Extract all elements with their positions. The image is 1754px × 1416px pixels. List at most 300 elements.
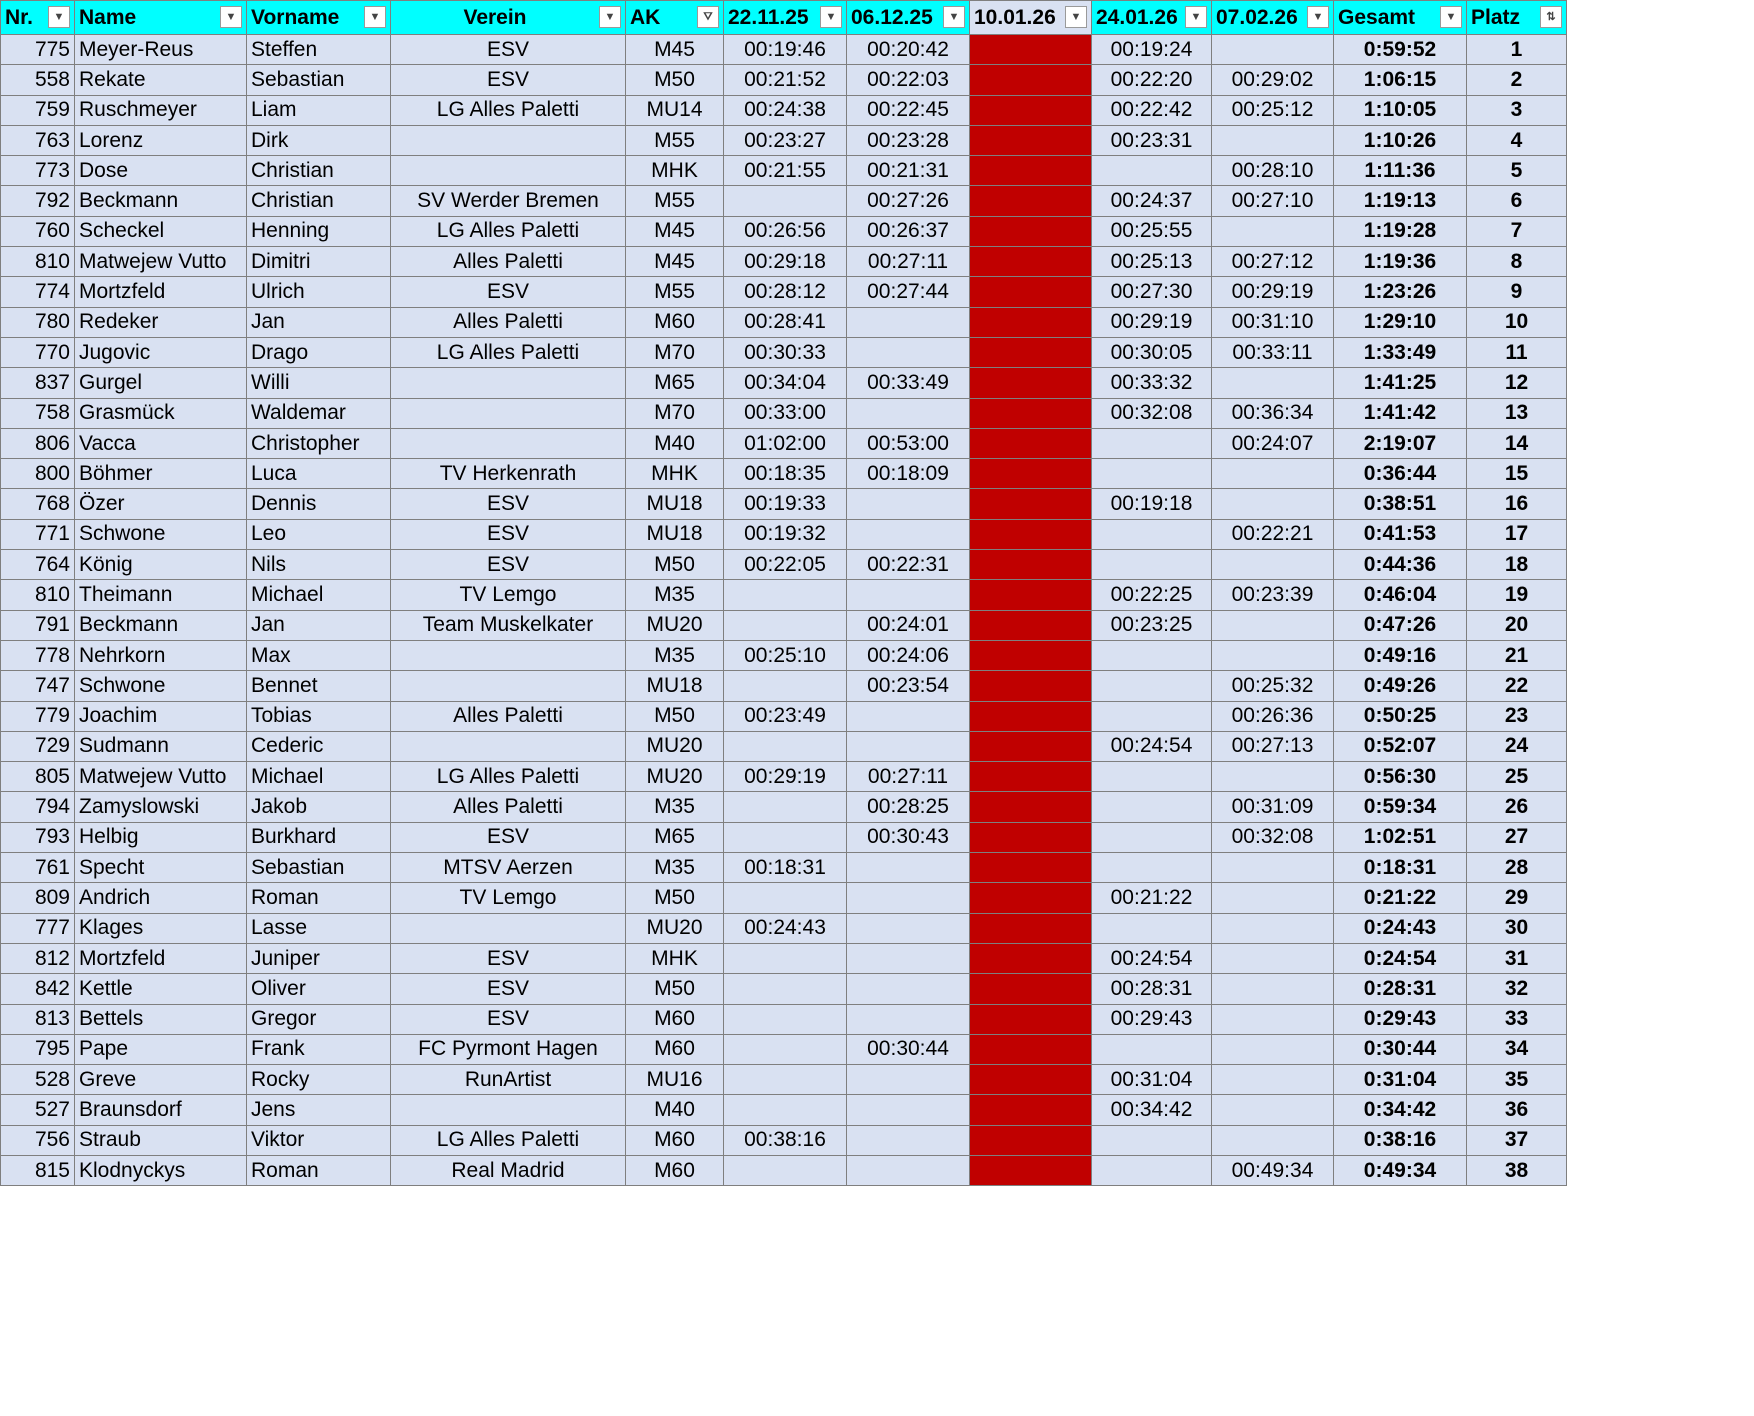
cell-gesamt[interactable]: 1:19:28 xyxy=(1334,216,1467,246)
cell-time-1[interactable]: 00:33:00 xyxy=(724,398,847,428)
cell-time-1[interactable] xyxy=(724,610,847,640)
cell-vorname[interactable]: Henning xyxy=(247,216,391,246)
cell-vorname[interactable]: Juniper xyxy=(247,943,391,973)
cell-platz[interactable]: 14 xyxy=(1467,428,1567,458)
cell-name[interactable]: Greve xyxy=(75,1065,247,1095)
cell-time-2[interactable]: 00:21:31 xyxy=(847,156,970,186)
cell-time-2[interactable]: 00:30:43 xyxy=(847,822,970,852)
cell-nr[interactable]: 759 xyxy=(1,95,75,125)
cell-time-3[interactable] xyxy=(970,216,1092,246)
cell-ak[interactable]: M55 xyxy=(626,277,724,307)
cell-time-2[interactable]: 00:27:26 xyxy=(847,186,970,216)
cell-time-2[interactable]: 00:24:06 xyxy=(847,640,970,670)
cell-vorname[interactable]: Viktor xyxy=(247,1125,391,1155)
cell-time-4[interactable]: 00:34:42 xyxy=(1092,1095,1212,1125)
cell-time-1[interactable] xyxy=(724,1065,847,1095)
cell-time-3[interactable] xyxy=(970,1065,1092,1095)
cell-vorname[interactable]: Sebastian xyxy=(247,853,391,883)
cell-nr[interactable]: 774 xyxy=(1,277,75,307)
cell-ak[interactable]: M65 xyxy=(626,368,724,398)
cell-ak[interactable]: MU20 xyxy=(626,610,724,640)
cell-time-1[interactable] xyxy=(724,1034,847,1064)
cell-vorname[interactable]: Oliver xyxy=(247,974,391,1004)
cell-time-3[interactable] xyxy=(970,337,1092,367)
cell-time-4[interactable]: 00:22:42 xyxy=(1092,95,1212,125)
cell-nr[interactable]: 558 xyxy=(1,65,75,95)
cell-vorname[interactable]: Liam xyxy=(247,95,391,125)
cell-verein[interactable]: TV Lemgo xyxy=(391,883,626,913)
cell-platz[interactable]: 28 xyxy=(1467,853,1567,883)
cell-gesamt[interactable]: 1:23:26 xyxy=(1334,277,1467,307)
chevron-down-icon[interactable]: ▼ xyxy=(820,6,842,28)
cell-time-5[interactable]: 00:22:21 xyxy=(1212,519,1334,549)
cell-time-4[interactable]: 00:27:30 xyxy=(1092,277,1212,307)
cell-vorname[interactable]: Jan xyxy=(247,610,391,640)
cell-verein[interactable] xyxy=(391,368,626,398)
cell-nr[interactable]: 794 xyxy=(1,792,75,822)
cell-ak[interactable]: M50 xyxy=(626,701,724,731)
cell-platz[interactable]: 9 xyxy=(1467,277,1567,307)
cell-time-4[interactable]: 00:24:54 xyxy=(1092,731,1212,761)
cell-time-5[interactable] xyxy=(1212,216,1334,246)
cell-time-3[interactable] xyxy=(970,368,1092,398)
cell-gesamt[interactable]: 1:02:51 xyxy=(1334,822,1467,852)
cell-platz[interactable]: 7 xyxy=(1467,216,1567,246)
cell-time-3[interactable] xyxy=(970,459,1092,489)
cell-ak[interactable]: M50 xyxy=(626,550,724,580)
cell-gesamt[interactable]: 0:41:53 xyxy=(1334,519,1467,549)
cell-platz[interactable]: 12 xyxy=(1467,368,1567,398)
cell-time-3[interactable] xyxy=(970,1004,1092,1034)
cell-time-3[interactable] xyxy=(970,913,1092,943)
cell-verein[interactable]: ESV xyxy=(391,822,626,852)
cell-time-1[interactable]: 00:18:35 xyxy=(724,459,847,489)
cell-ak[interactable]: MU18 xyxy=(626,671,724,701)
cell-verein[interactable]: MTSV Aerzen xyxy=(391,853,626,883)
cell-nr[interactable]: 760 xyxy=(1,216,75,246)
cell-ak[interactable]: MHK xyxy=(626,943,724,973)
cell-time-1[interactable]: 00:25:10 xyxy=(724,640,847,670)
cell-time-1[interactable] xyxy=(724,943,847,973)
cell-platz[interactable]: 37 xyxy=(1467,1125,1567,1155)
cell-ak[interactable]: M60 xyxy=(626,307,724,337)
cell-time-1[interactable]: 00:21:55 xyxy=(724,156,847,186)
cell-nr[interactable]: 812 xyxy=(1,943,75,973)
cell-gesamt[interactable]: 0:47:26 xyxy=(1334,610,1467,640)
cell-ak[interactable]: MU20 xyxy=(626,913,724,943)
cell-name[interactable]: Helbig xyxy=(75,822,247,852)
cell-name[interactable]: Gurgel xyxy=(75,368,247,398)
cell-verein[interactable]: LG Alles Paletti xyxy=(391,337,626,367)
cell-verein[interactable] xyxy=(391,731,626,761)
cell-nr[interactable]: 764 xyxy=(1,550,75,580)
cell-time-1[interactable]: 00:26:56 xyxy=(724,216,847,246)
cell-platz[interactable]: 25 xyxy=(1467,762,1567,792)
cell-gesamt[interactable]: 0:31:04 xyxy=(1334,1065,1467,1095)
cell-time-5[interactable] xyxy=(1212,913,1334,943)
cell-time-2[interactable]: 00:23:28 xyxy=(847,125,970,155)
cell-time-4[interactable]: 00:23:31 xyxy=(1092,125,1212,155)
cell-verein[interactable]: SV Werder Bremen xyxy=(391,186,626,216)
cell-nr[interactable]: 806 xyxy=(1,428,75,458)
cell-time-5[interactable]: 00:25:32 xyxy=(1212,671,1334,701)
cell-ak[interactable]: M35 xyxy=(626,640,724,670)
cell-verein[interactable]: ESV xyxy=(391,974,626,1004)
cell-platz[interactable]: 20 xyxy=(1467,610,1567,640)
cell-verein[interactable]: Alles Paletti xyxy=(391,701,626,731)
cell-nr[interactable]: 756 xyxy=(1,1125,75,1155)
cell-time-5[interactable]: 00:36:34 xyxy=(1212,398,1334,428)
cell-vorname[interactable]: Dennis xyxy=(247,489,391,519)
cell-time-2[interactable] xyxy=(847,701,970,731)
cell-vorname[interactable]: Bennet xyxy=(247,671,391,701)
cell-name[interactable]: Beckmann xyxy=(75,610,247,640)
cell-ak[interactable]: M60 xyxy=(626,1034,724,1064)
cell-time-5[interactable] xyxy=(1212,1125,1334,1155)
cell-time-5[interactable]: 00:27:10 xyxy=(1212,186,1334,216)
cell-time-2[interactable] xyxy=(847,489,970,519)
cell-time-3[interactable] xyxy=(970,65,1092,95)
cell-nr[interactable]: 528 xyxy=(1,1065,75,1095)
cell-name[interactable]: Klodnyckys xyxy=(75,1155,247,1185)
cell-time-5[interactable] xyxy=(1212,550,1334,580)
cell-time-1[interactable] xyxy=(724,1004,847,1034)
cell-nr[interactable]: 837 xyxy=(1,368,75,398)
cell-time-3[interactable] xyxy=(970,853,1092,883)
cell-name[interactable]: Schwone xyxy=(75,519,247,549)
cell-platz[interactable]: 21 xyxy=(1467,640,1567,670)
cell-time-2[interactable] xyxy=(847,731,970,761)
cell-vorname[interactable]: Ulrich xyxy=(247,277,391,307)
cell-time-2[interactable] xyxy=(847,580,970,610)
cell-vorname[interactable]: Sebastian xyxy=(247,65,391,95)
cell-time-4[interactable] xyxy=(1092,519,1212,549)
cell-ak[interactable]: M35 xyxy=(626,853,724,883)
cell-time-2[interactable] xyxy=(847,307,970,337)
cell-time-1[interactable] xyxy=(724,580,847,610)
cell-ak[interactable]: M50 xyxy=(626,883,724,913)
cell-time-1[interactable]: 00:38:16 xyxy=(724,1125,847,1155)
cell-vorname[interactable]: Nils xyxy=(247,550,391,580)
cell-time-5[interactable]: 00:29:19 xyxy=(1212,277,1334,307)
cell-platz[interactable]: 10 xyxy=(1467,307,1567,337)
cell-verein[interactable] xyxy=(391,671,626,701)
cell-gesamt[interactable]: 2:19:07 xyxy=(1334,428,1467,458)
cell-ak[interactable]: M45 xyxy=(626,247,724,277)
cell-time-5[interactable] xyxy=(1212,762,1334,792)
cell-time-5[interactable]: 00:27:13 xyxy=(1212,731,1334,761)
cell-time-1[interactable] xyxy=(724,186,847,216)
cell-verein[interactable]: ESV xyxy=(391,489,626,519)
cell-platz[interactable]: 27 xyxy=(1467,822,1567,852)
cell-time-5[interactable]: 00:31:10 xyxy=(1212,307,1334,337)
cell-time-4[interactable] xyxy=(1092,701,1212,731)
cell-name[interactable]: Schwone xyxy=(75,671,247,701)
cell-time-3[interactable] xyxy=(970,489,1092,519)
cell-gesamt[interactable]: 0:24:43 xyxy=(1334,913,1467,943)
cell-time-1[interactable]: 00:23:49 xyxy=(724,701,847,731)
cell-name[interactable]: Dose xyxy=(75,156,247,186)
cell-vorname[interactable]: Tobias xyxy=(247,701,391,731)
cell-vorname[interactable]: Dirk xyxy=(247,125,391,155)
cell-gesamt[interactable]: 0:49:34 xyxy=(1334,1155,1467,1185)
cell-platz[interactable]: 15 xyxy=(1467,459,1567,489)
cell-time-5[interactable] xyxy=(1212,489,1334,519)
cell-time-3[interactable] xyxy=(970,550,1092,580)
cell-gesamt[interactable]: 0:29:43 xyxy=(1334,1004,1467,1034)
cell-time-4[interactable]: 00:25:55 xyxy=(1092,216,1212,246)
cell-time-4[interactable]: 00:23:25 xyxy=(1092,610,1212,640)
cell-time-3[interactable] xyxy=(970,1095,1092,1125)
cell-name[interactable]: Bettels xyxy=(75,1004,247,1034)
cell-time-2[interactable]: 00:22:31 xyxy=(847,550,970,580)
cell-time-5[interactable] xyxy=(1212,35,1334,65)
cell-gesamt[interactable]: 0:28:31 xyxy=(1334,974,1467,1004)
cell-time-2[interactable] xyxy=(847,1155,970,1185)
cell-time-2[interactable] xyxy=(847,943,970,973)
cell-time-4[interactable] xyxy=(1092,853,1212,883)
cell-time-4[interactable]: 00:19:18 xyxy=(1092,489,1212,519)
cell-ak[interactable]: M55 xyxy=(626,186,724,216)
cell-vorname[interactable]: Christian xyxy=(247,156,391,186)
cell-ak[interactable]: MU18 xyxy=(626,519,724,549)
cell-name[interactable]: Nehrkorn xyxy=(75,640,247,670)
cell-verein[interactable]: RunArtist xyxy=(391,1065,626,1095)
cell-name[interactable]: Scheckel xyxy=(75,216,247,246)
cell-time-3[interactable] xyxy=(970,277,1092,307)
cell-time-4[interactable]: 00:21:22 xyxy=(1092,883,1212,913)
cell-time-4[interactable] xyxy=(1092,1034,1212,1064)
cell-ak[interactable]: M40 xyxy=(626,1095,724,1125)
cell-nr[interactable]: 780 xyxy=(1,307,75,337)
cell-platz[interactable]: 13 xyxy=(1467,398,1567,428)
cell-time-2[interactable] xyxy=(847,1125,970,1155)
cell-verein[interactable] xyxy=(391,913,626,943)
cell-time-1[interactable]: 00:19:46 xyxy=(724,35,847,65)
cell-verein[interactable]: ESV xyxy=(391,519,626,549)
cell-verein[interactable]: LG Alles Paletti xyxy=(391,1125,626,1155)
cell-time-4[interactable] xyxy=(1092,1125,1212,1155)
cell-time-4[interactable] xyxy=(1092,1155,1212,1185)
cell-nr[interactable]: 815 xyxy=(1,1155,75,1185)
cell-ak[interactable]: M40 xyxy=(626,428,724,458)
cell-ak[interactable]: M50 xyxy=(626,974,724,1004)
cell-ak[interactable]: MU18 xyxy=(626,489,724,519)
cell-nr[interactable]: 729 xyxy=(1,731,75,761)
cell-name[interactable]: Straub xyxy=(75,1125,247,1155)
cell-platz[interactable]: 36 xyxy=(1467,1095,1567,1125)
cell-verein[interactable]: Alles Paletti xyxy=(391,307,626,337)
cell-time-1[interactable]: 00:18:31 xyxy=(724,853,847,883)
cell-nr[interactable]: 761 xyxy=(1,853,75,883)
cell-time-3[interactable] xyxy=(970,822,1092,852)
cell-vorname[interactable]: Lasse xyxy=(247,913,391,943)
cell-gesamt[interactable]: 1:33:49 xyxy=(1334,337,1467,367)
cell-verein[interactable]: Alles Paletti xyxy=(391,247,626,277)
cell-verein[interactable] xyxy=(391,1095,626,1125)
cell-name[interactable]: Özer xyxy=(75,489,247,519)
cell-verein[interactable]: Real Madrid xyxy=(391,1155,626,1185)
cell-time-1[interactable]: 00:34:04 xyxy=(724,368,847,398)
cell-time-4[interactable] xyxy=(1092,913,1212,943)
cell-time-2[interactable] xyxy=(847,1095,970,1125)
cell-gesamt[interactable]: 0:30:44 xyxy=(1334,1034,1467,1064)
cell-platz[interactable]: 1 xyxy=(1467,35,1567,65)
cell-name[interactable]: Mortzfeld xyxy=(75,943,247,973)
cell-name[interactable]: Grasmück xyxy=(75,398,247,428)
cell-time-4[interactable]: 00:25:13 xyxy=(1092,247,1212,277)
cell-name[interactable]: Rekate xyxy=(75,65,247,95)
cell-platz[interactable]: 6 xyxy=(1467,186,1567,216)
cell-nr[interactable]: 763 xyxy=(1,125,75,155)
cell-gesamt[interactable]: 0:59:34 xyxy=(1334,792,1467,822)
cell-verein[interactable] xyxy=(391,640,626,670)
cell-name[interactable]: Jugovic xyxy=(75,337,247,367)
cell-vorname[interactable]: Drago xyxy=(247,337,391,367)
cell-vorname[interactable]: Christian xyxy=(247,186,391,216)
cell-time-1[interactable]: 00:28:12 xyxy=(724,277,847,307)
cell-gesamt[interactable]: 0:21:22 xyxy=(1334,883,1467,913)
cell-ak[interactable]: M55 xyxy=(626,125,724,155)
cell-time-1[interactable]: 00:24:38 xyxy=(724,95,847,125)
cell-gesamt[interactable]: 0:38:51 xyxy=(1334,489,1467,519)
cell-platz[interactable]: 18 xyxy=(1467,550,1567,580)
cell-time-5[interactable] xyxy=(1212,125,1334,155)
cell-name[interactable]: Specht xyxy=(75,853,247,883)
cell-vorname[interactable]: Max xyxy=(247,640,391,670)
cell-time-2[interactable] xyxy=(847,974,970,1004)
cell-time-5[interactable] xyxy=(1212,1065,1334,1095)
cell-time-4[interactable]: 00:29:19 xyxy=(1092,307,1212,337)
cell-time-5[interactable]: 00:33:11 xyxy=(1212,337,1334,367)
cell-gesamt[interactable]: 0:59:52 xyxy=(1334,35,1467,65)
cell-nr[interactable]: 527 xyxy=(1,1095,75,1125)
cell-ak[interactable]: M45 xyxy=(626,216,724,246)
cell-time-5[interactable]: 00:23:39 xyxy=(1212,580,1334,610)
cell-vorname[interactable]: Michael xyxy=(247,580,391,610)
cell-time-5[interactable] xyxy=(1212,610,1334,640)
cell-time-1[interactable]: 00:21:52 xyxy=(724,65,847,95)
cell-vorname[interactable]: Jens xyxy=(247,1095,391,1125)
cell-name[interactable]: Meyer-Reus xyxy=(75,35,247,65)
cell-verein[interactable]: TV Herkenrath xyxy=(391,459,626,489)
cell-gesamt[interactable]: 0:49:26 xyxy=(1334,671,1467,701)
cell-vorname[interactable]: Waldemar xyxy=(247,398,391,428)
cell-time-2[interactable] xyxy=(847,398,970,428)
cell-platz[interactable]: 32 xyxy=(1467,974,1567,1004)
cell-time-3[interactable] xyxy=(970,398,1092,428)
cell-name[interactable]: Theimann xyxy=(75,580,247,610)
cell-time-3[interactable] xyxy=(970,35,1092,65)
cell-nr[interactable]: 758 xyxy=(1,398,75,428)
cell-name[interactable]: Beckmann xyxy=(75,186,247,216)
cell-nr[interactable]: 747 xyxy=(1,671,75,701)
cell-name[interactable]: Mortzfeld xyxy=(75,277,247,307)
cell-gesamt[interactable]: 0:38:16 xyxy=(1334,1125,1467,1155)
cell-time-1[interactable] xyxy=(724,671,847,701)
cell-platz[interactable]: 26 xyxy=(1467,792,1567,822)
cell-time-2[interactable] xyxy=(847,883,970,913)
cell-vorname[interactable]: Leo xyxy=(247,519,391,549)
cell-time-2[interactable] xyxy=(847,1065,970,1095)
cell-name[interactable]: Redeker xyxy=(75,307,247,337)
cell-time-5[interactable]: 00:32:08 xyxy=(1212,822,1334,852)
chevron-down-icon[interactable]: ▼ xyxy=(364,6,386,28)
cell-gesamt[interactable]: 1:41:42 xyxy=(1334,398,1467,428)
cell-time-5[interactable]: 00:29:02 xyxy=(1212,65,1334,95)
cell-time-1[interactable]: 00:19:32 xyxy=(724,519,847,549)
cell-time-5[interactable] xyxy=(1212,640,1334,670)
cell-ak[interactable]: MU20 xyxy=(626,731,724,761)
cell-name[interactable]: Vacca xyxy=(75,428,247,458)
cell-verein[interactable]: TV Lemgo xyxy=(391,580,626,610)
cell-nr[interactable]: 792 xyxy=(1,186,75,216)
cell-time-2[interactable]: 00:33:49 xyxy=(847,368,970,398)
cell-time-1[interactable] xyxy=(724,883,847,913)
cell-time-4[interactable] xyxy=(1092,640,1212,670)
cell-time-3[interactable] xyxy=(970,671,1092,701)
cell-name[interactable]: Ruschmeyer xyxy=(75,95,247,125)
cell-time-5[interactable] xyxy=(1212,943,1334,973)
cell-time-3[interactable] xyxy=(970,762,1092,792)
cell-time-1[interactable]: 00:22:05 xyxy=(724,550,847,580)
cell-verein[interactable] xyxy=(391,156,626,186)
cell-time-5[interactable] xyxy=(1212,1034,1334,1064)
cell-platz[interactable]: 29 xyxy=(1467,883,1567,913)
cell-ak[interactable]: MHK xyxy=(626,459,724,489)
chevron-down-icon[interactable]: ▼ xyxy=(943,6,965,28)
cell-nr[interactable]: 810 xyxy=(1,247,75,277)
cell-platz[interactable]: 2 xyxy=(1467,65,1567,95)
cell-gesamt[interactable]: 0:36:44 xyxy=(1334,459,1467,489)
cell-name[interactable]: Matwejew Vutto xyxy=(75,247,247,277)
cell-ak[interactable]: M70 xyxy=(626,337,724,367)
cell-ak[interactable]: M35 xyxy=(626,792,724,822)
cell-gesamt[interactable]: 0:24:54 xyxy=(1334,943,1467,973)
cell-gesamt[interactable]: 1:19:13 xyxy=(1334,186,1467,216)
cell-ak[interactable]: M50 xyxy=(626,65,724,95)
cell-time-5[interactable]: 00:24:07 xyxy=(1212,428,1334,458)
cell-gesamt[interactable]: 0:18:31 xyxy=(1334,853,1467,883)
cell-time-3[interactable] xyxy=(970,731,1092,761)
cell-nr[interactable]: 800 xyxy=(1,459,75,489)
cell-verein[interactable]: ESV xyxy=(391,65,626,95)
cell-time-2[interactable]: 00:30:44 xyxy=(847,1034,970,1064)
cell-verein[interactable]: ESV xyxy=(391,35,626,65)
cell-time-3[interactable] xyxy=(970,156,1092,186)
cell-gesamt[interactable]: 1:29:10 xyxy=(1334,307,1467,337)
cell-verein[interactable]: Alles Paletti xyxy=(391,792,626,822)
cell-time-2[interactable]: 00:23:54 xyxy=(847,671,970,701)
cell-nr[interactable]: 768 xyxy=(1,489,75,519)
cell-ak[interactable]: M60 xyxy=(626,1155,724,1185)
cell-time-1[interactable]: 01:02:00 xyxy=(724,428,847,458)
cell-time-1[interactable] xyxy=(724,792,847,822)
cell-time-1[interactable]: 00:23:27 xyxy=(724,125,847,155)
cell-time-1[interactable] xyxy=(724,731,847,761)
cell-time-3[interactable] xyxy=(970,95,1092,125)
cell-platz[interactable]: 31 xyxy=(1467,943,1567,973)
cell-time-1[interactable] xyxy=(724,1095,847,1125)
cell-time-3[interactable] xyxy=(970,610,1092,640)
cell-gesamt[interactable]: 1:19:36 xyxy=(1334,247,1467,277)
cell-time-1[interactable]: 00:24:43 xyxy=(724,913,847,943)
cell-platz[interactable]: 38 xyxy=(1467,1155,1567,1185)
cell-time-5[interactable]: 00:28:10 xyxy=(1212,156,1334,186)
cell-vorname[interactable]: Michael xyxy=(247,762,391,792)
cell-time-3[interactable] xyxy=(970,701,1092,731)
cell-time-3[interactable] xyxy=(970,186,1092,216)
